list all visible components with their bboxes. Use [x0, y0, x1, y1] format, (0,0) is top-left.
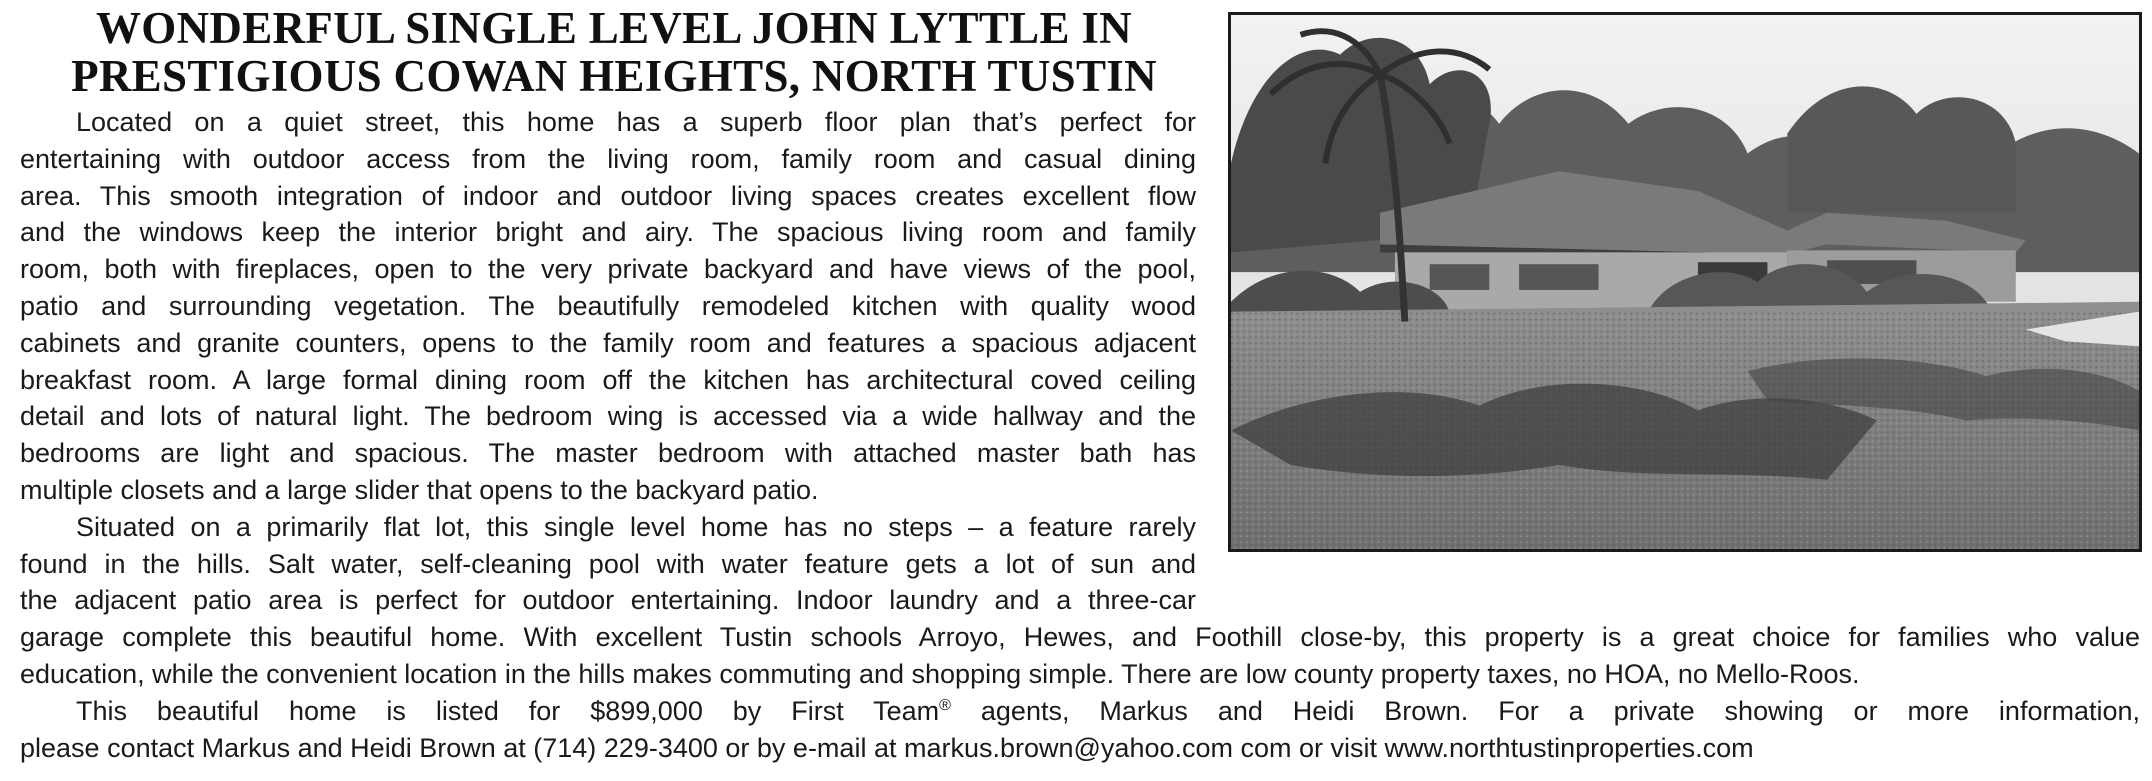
ad-body [20, 104, 2144, 766]
headline-line-1: WONDERFUL SINGLE LEVEL JOHN LYTTLE IN [96, 3, 1132, 53]
headline-line-2: PRESTIGIOUS COWAN HEIGHTS, NORTH TUSTIN [71, 51, 1157, 101]
paragraph-1-line: multiple closets and a large slider that opens to the backyard patio. [20, 474, 819, 505]
paragraph-1-line: area. This smooth integration of indoor and outdoor living spaces creates excellent flow [20, 180, 1196, 211]
paragraph-1-line: detail and lots of natural light. The bedroom wing is accessed via a wide hallway and the [20, 401, 1196, 432]
paragraph-1-line: and the windows keep the interior bright and airy. The spacious living room and family [20, 217, 1196, 248]
paragraph-1 [20, 104, 2144, 509]
listing-price-text: This beautiful home is listed for $899,000 by First Team [76, 695, 940, 726]
contact-info-line: please contact Markus and Heidi Brown at (714) 229-3400 or by e-mail at markus.brown@yahoo.com com or visit www.northtustinproperties.com [20, 732, 1754, 763]
paragraph-3 [20, 693, 2144, 767]
paragraph-1-line: bedrooms are light and spacious. The master bedroom with attached master bath has [20, 438, 1196, 469]
paragraph-2-line: Situated on a primarily flat lot, this single level home has no steps – a feature rarely [76, 511, 1196, 542]
paragraph-1-line: patio and surrounding vegetation. The beautifully remodeled kitchen with quality wood [20, 290, 1196, 321]
paragraph-1-line: Located on a quiet street, this home has a superb floor plan that’s perfect for [76, 107, 1196, 137]
paragraph-1-line: room, both with fireplaces, open to the very private backyard and have views of the pool, [20, 254, 1196, 285]
paragraph-2-line: found in the hills. Salt water, self-cleaning pool with water feature gets a lot of sun and [20, 548, 1196, 579]
paragraph-1-line: entertaining with outdoor access from the living room, family room and casual dining [20, 143, 1196, 174]
paragraph-1-line: cabinets and granite counters, opens to the family room and features a spacious adjacent [20, 327, 1196, 358]
paragraph-2-line: the adjacent patio area is perfect for outdoor entertaining. Indoor laundry and a three-car [20, 585, 1196, 616]
registered-mark: ® [939, 696, 951, 714]
paragraph-3-line-1 [20, 693, 2140, 730]
paragraph-2 [20, 509, 2144, 693]
paragraph-2-line: education, while the convenient location in the hills makes commuting and shopping simple. There are low county property taxes, no HOA, no Mello-Roos. [20, 658, 1860, 689]
paragraph-1-line: breakfast room. A large formal dining room off the kitchen has architectural coved ceiling [20, 364, 1196, 395]
paragraph-2-line: garage complete this beautiful home. With excellent Tustin schools Arroyo, Hewes, and Foothill close-by, this property is a great choice for families who value [20, 622, 2140, 653]
ad-headline [14, 4, 1214, 100]
agents-text: agents, Markus and Heidi Brown. For a private showing or more information, [950, 695, 2140, 726]
